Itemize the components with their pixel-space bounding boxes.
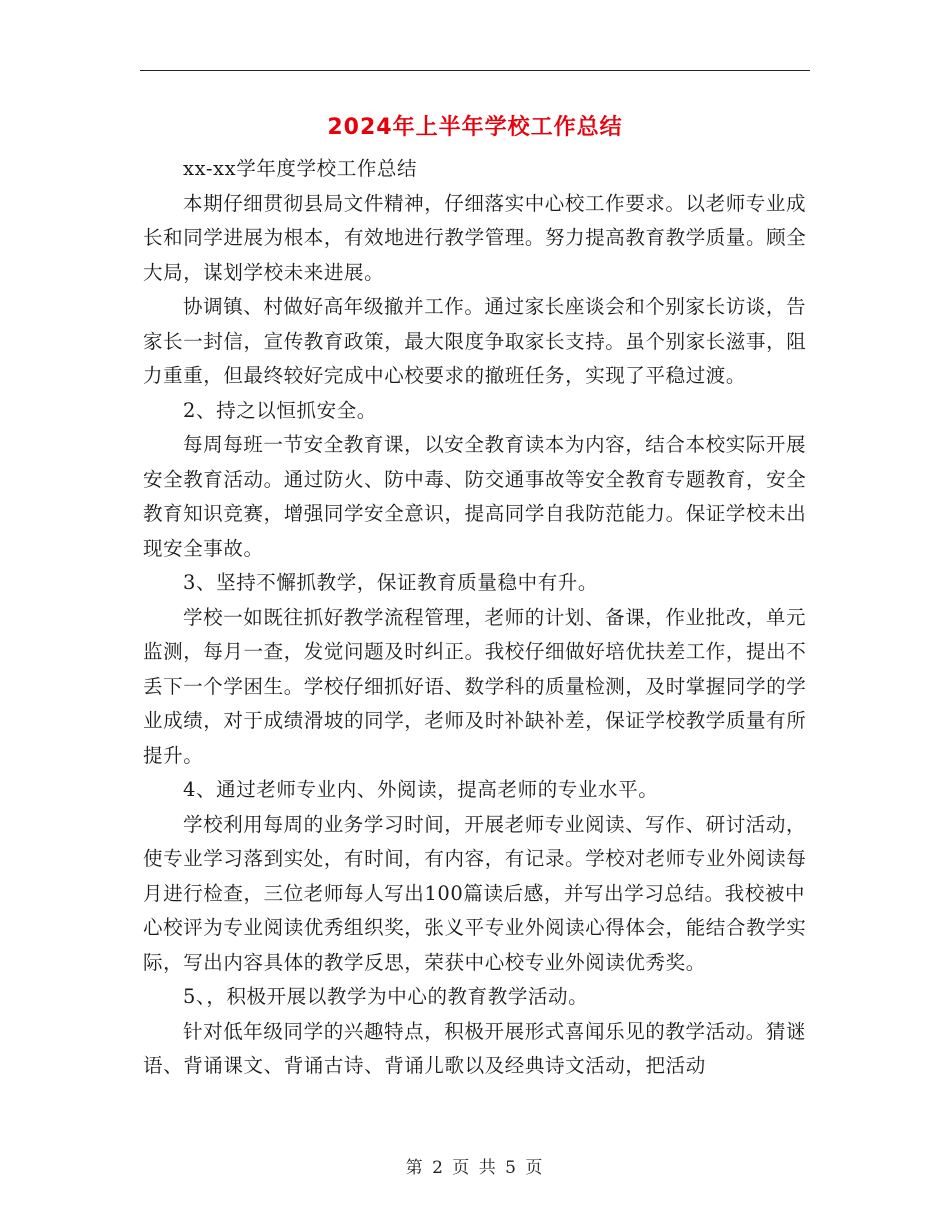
paragraph: xx-xx学年度学校工作总结: [183, 157, 418, 180]
paragraph: 协调镇、村做好高年级撤并工作。通过家长座谈会和个别家长访谈，告家长一封信，宣传教育政策，最大限度争取家长支持。虽个别家长滋事，阻力重重，但最终较好完成中心校要求的撤班任务，实现了平稳过渡。: [143, 295, 807, 387]
paragraph: 2、持之以恒抓安全。: [183, 398, 377, 422]
document-body: [143, 152, 808, 1084]
paragraph: 4、通过老师专业内、外阅读，提高老师的专业水平。: [183, 778, 659, 801]
paragraph: 5、，积极开展以教学为中心的教育教学活动。: [183, 985, 589, 1008]
paragraph: 3、坚持不懈抓教学，保证教育质量稳中有升。: [183, 571, 599, 594]
paragraph: 学校利用每周的业务学习时间，开展老师专业阅读、写作、研讨活动，使专业学习落到实处，有时间，有内容，有记录。学校对老师专业外阅读每月进行检查，三位老师每人写出100篇读后感，并写出学习总结。我校被中心校评为专业阅读优秀组织奖，张义平专业外阅读心得体会，能结合教学实际，写出内容具体的教学反思，荣获中心校专业外阅读优秀奖。: [143, 812, 807, 974]
page-number-footer: 第 2 页 共 5 页: [405, 1158, 545, 1178]
document-title: 2024年上半年学校工作总结: [327, 115, 623, 140]
paragraph: 针对低年级同学的兴趣特点，积极开展形式喜闻乐见的教学活动。猜谜语、背诵课文、背诵古诗、背诵儿歌以及经典诗文活动，把活动: [143, 1019, 807, 1077]
paragraph: 学校一如既往抓好教学流程管理，老师的计划、备课，作业批改，单元监测，每月一查，发觉问题及时纠正。我校仔细做好培优扶差工作，提出不丢下一个学困生。学校仔细抓好语、数学科的质量检测，及时掌握同学的学业成绩，对于成绩滑坡的同学，老师及时补缺补差，保证学校教学质量有所提升。: [143, 605, 807, 767]
paragraph: 本期仔细贯彻县局文件精神，仔细落实中心校工作要求。以老师专业成长和同学进展为根本，有效地进行教学管理。努力提高教育教学质量。顾全大局，谋划学校未来进展。: [143, 191, 807, 284]
header-rule: [140, 70, 810, 71]
paragraph: 每周每班一节安全教育课，以安全教育读本为内容，结合本校实际开展安全教育活动。通过防火、防中毒、防交通事故等安全教育专题教育，安全教育知识竞赛，增强同学安全意识，提高同学自我防范能力。保证学校未出现安全事故。: [143, 433, 807, 560]
